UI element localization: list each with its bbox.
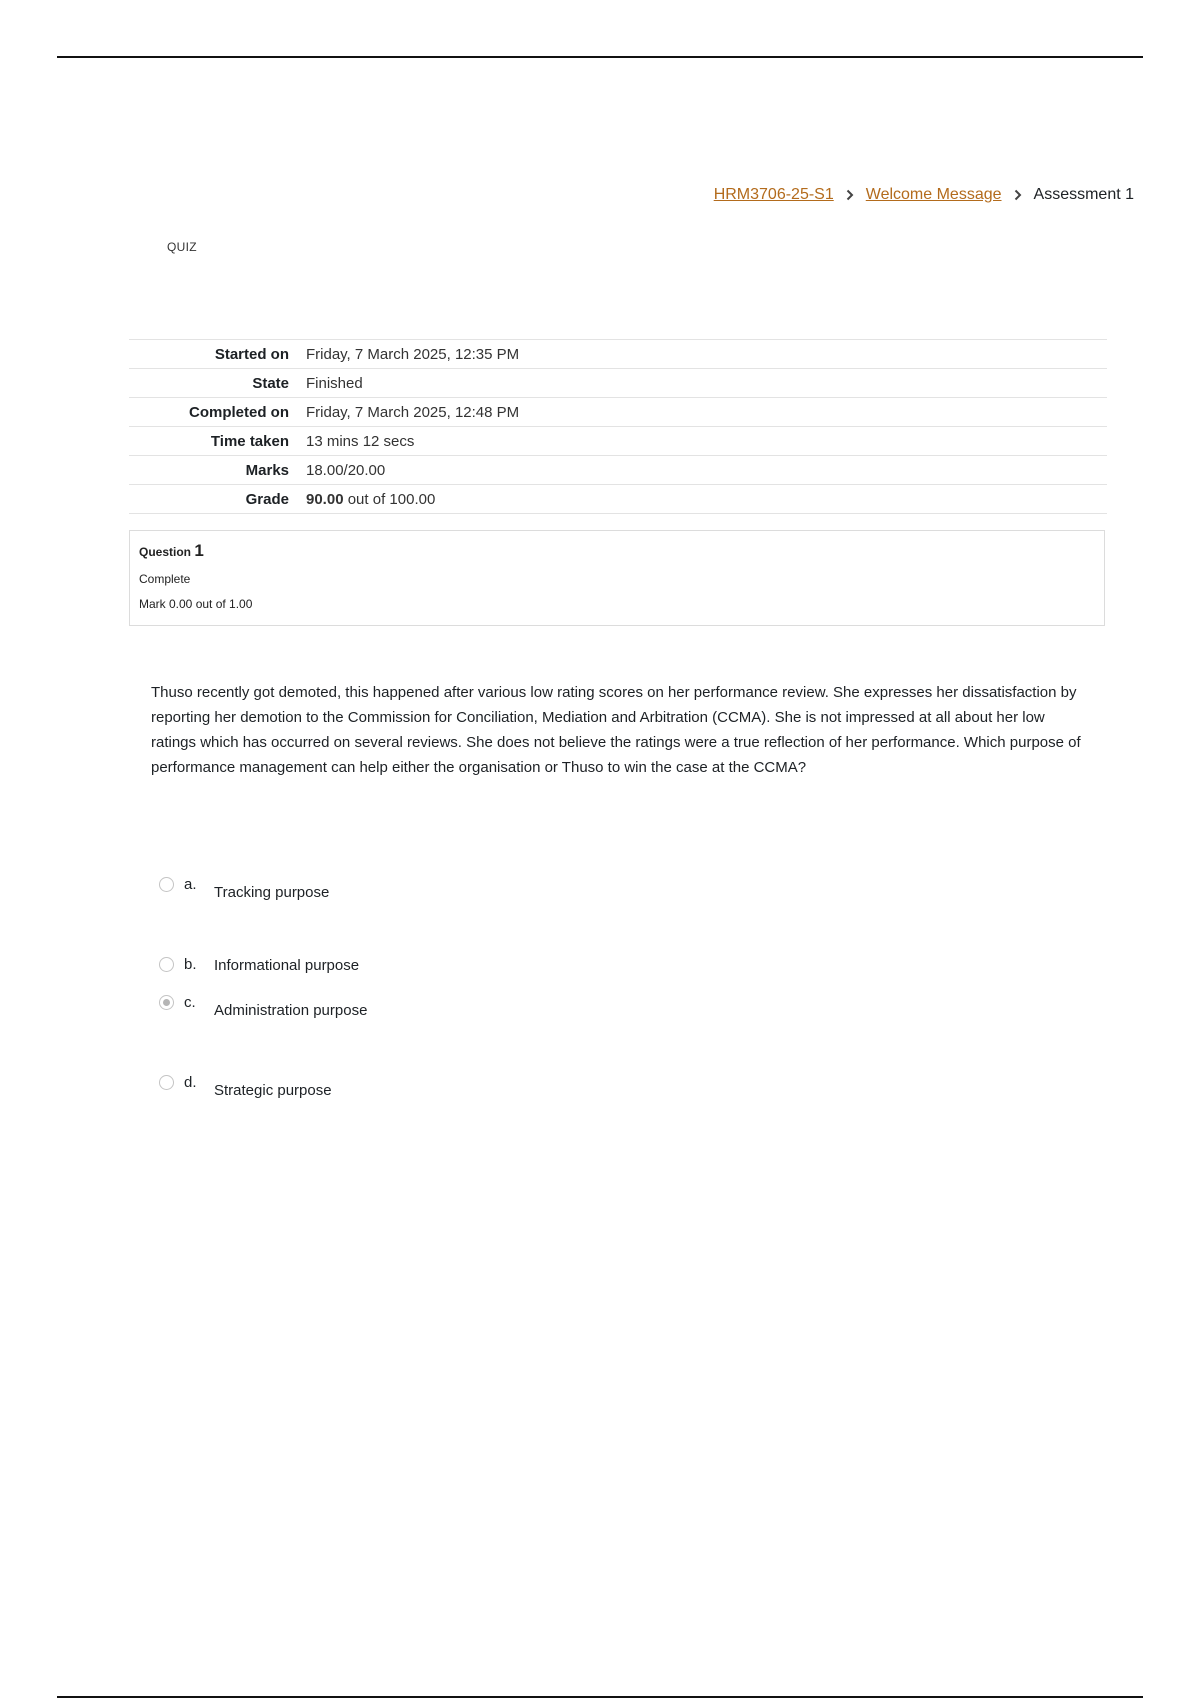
breadcrumb-course-link[interactable]: HRM3706-25-S1 [713,186,834,203]
chevron-right-icon [846,189,854,201]
summary-value: Finished [306,369,1107,398]
summary-label: Time taken [129,427,306,456]
summary-label: Marks [129,456,306,485]
summary-row-completed [129,398,1107,427]
chevron-right-icon [1014,189,1022,201]
summary-value: 13 mins 12 secs [306,427,1107,456]
grade-suffix: out of 100.00 [347,490,436,508]
summary-row-marks [129,456,1107,485]
answer-option-d[interactable] [159,1074,332,1099]
question-text: Thuso recently got demoted, this happened after various low rating scores on her performance review. She expresses her dissatisfaction by reporting her demotion to the Commission for Conciliation, Mediation and Arbitration (CCMA). She is not impressed at all about her low ratings which has occurred on several reviews. She does not believe the ratings were a true reflection of her performance. Which purpose of performance management can help either the organisation or Thuso to win the case at the CCMA? [151,684,1081,776]
summary-value [306,485,1107,514]
summary-label: Grade [129,485,306,514]
answer-text[interactable]: Administration purpose [214,1002,368,1019]
question-number-value: 1 [194,541,204,560]
radio-button[interactable] [159,877,174,892]
answer-letter: c. [184,994,196,1011]
summary-row-time-taken [129,427,1107,456]
summary-row-grade [129,485,1107,514]
summary-row-state [129,369,1107,398]
breadcrumb [714,186,1134,204]
question-info-box [129,530,1105,626]
answer-option-b[interactable] [159,956,359,974]
summary-row-started [129,340,1107,369]
summary-label: Started on [129,340,306,369]
question-prefix: Question [139,545,192,559]
answer-letter: b. [184,956,197,973]
summary-label: State [129,369,306,398]
summary-value: 18.00/20.00 [306,456,1107,485]
question-mark: Mark 0.00 out of 1.00 [139,597,253,611]
activity-type-label: QUIZ [167,240,197,254]
breadcrumb-current: Assessment 1 [1033,186,1134,203]
breadcrumb-section-link[interactable]: Welcome Message [865,186,1002,203]
answer-option-a[interactable] [159,876,329,901]
answer-letter: a. [184,876,197,893]
answer-text[interactable]: Informational purpose [214,957,360,974]
summary-value: Friday, 7 March 2025, 12:48 PM [306,398,1107,427]
grade-score: 90.00 [306,490,344,508]
question-number [139,541,1095,561]
answer-option-c[interactable] [159,994,367,1019]
radio-button-selected[interactable] [159,995,174,1010]
answer-text[interactable]: Strategic purpose [214,1082,332,1099]
summary-value: Friday, 7 March 2025, 12:35 PM [306,340,1107,369]
page-bottom-rule [57,1696,1143,1698]
page-top-rule [57,56,1143,58]
radio-button[interactable] [159,1075,174,1090]
answer-letter: d. [184,1074,197,1091]
question-status: Complete [139,572,191,586]
radio-button[interactable] [159,957,174,972]
attempt-summary-table [129,339,1107,514]
answer-text[interactable]: Tracking purpose [214,884,330,901]
summary-label: Completed on [129,398,306,427]
